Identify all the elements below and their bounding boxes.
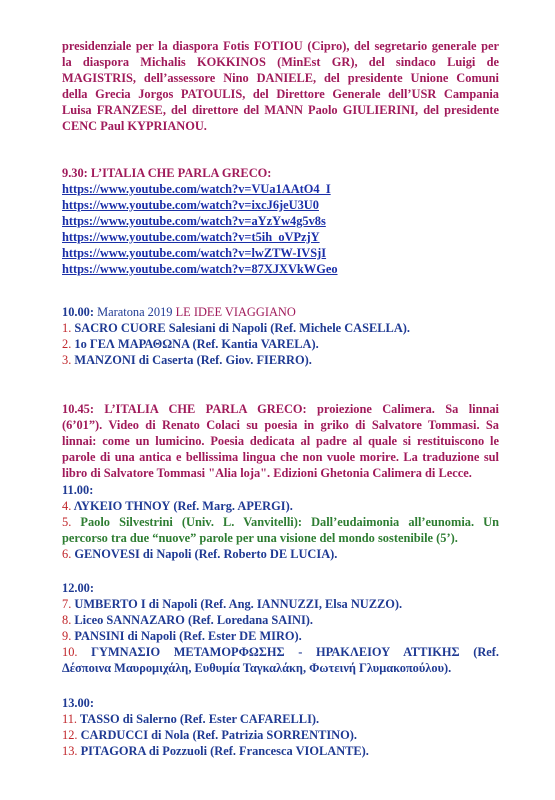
item-text: percorso tra due “nuove” parole per una visione del mondo sostenibile (5’). (62, 531, 458, 545)
item-line (62, 644, 499, 660)
section-time: 13.00: (62, 696, 95, 710)
list-item (62, 596, 499, 612)
item-number: 6. (62, 547, 72, 561)
item-number: 3. (62, 353, 72, 367)
section-heading: 9.30: L’ITALIA CHE PARLA GRECO: (62, 166, 272, 180)
intro-paragraph (62, 38, 499, 134)
section-time: 12.00: (62, 581, 95, 595)
section-time: 10.00: (62, 305, 95, 319)
item-number: 4. (62, 499, 72, 513)
list-item (62, 352, 499, 368)
event-name: Maratona 2019 (94, 305, 176, 319)
intro-line: della Grecia Jorgos PATOULIS, del Direttore Generale dell’USR Campania (62, 87, 499, 101)
youtube-link[interactable]: https://www.youtube.com/watch?v=87XJXVkWGeo (62, 262, 338, 276)
item-text: Paolo Silvestrini (Univ. L. Vanvitelli): Dall’eudaimonia all’eunomia. Un (71, 515, 499, 529)
list-item (62, 320, 499, 336)
item-number: 2. (62, 337, 72, 351)
section-time: 11.00: (62, 483, 94, 497)
section-1045 (62, 401, 499, 481)
intro-line: MAGISTRIS, dell’assessore Nino DANIELE, del presidente Unione Comuni (62, 71, 499, 85)
youtube-link[interactable]: https://www.youtube.com/watch?v=t5ih_oVPzjY (62, 230, 320, 244)
list-item (62, 644, 499, 676)
list-item (62, 612, 499, 628)
section-0930 (62, 165, 499, 277)
item-number: 5. (62, 515, 72, 529)
intro-line: Luisa FRANZESE, del direttore del MANN Paolo GIULIERINI, del presidente (62, 103, 499, 117)
item-line (62, 514, 499, 530)
item-text: 1o ΓΕΛ ΜΑΡΑΘΩΝΑ (Ref. Kantia VARELA). (71, 337, 319, 351)
item-text: SACRO CUORE Salesiani di Napoli (Ref. Michele CASELLA). (71, 321, 410, 335)
item-number: 10. (62, 645, 78, 659)
intro-line: CENC Paul KYPRIANOU. (62, 119, 207, 133)
item-number: 1. (62, 321, 72, 335)
paragraph-line: libro di Salvatore Tommasi "Alia loja". Edizioni Ghetonia Calimera di Lecce. (62, 466, 472, 480)
item-text: GENOVESI di Napoli (Ref. Roberto DE LUCIA). (71, 547, 338, 561)
paragraph-line: linnai: come un lumicino. Poesia dedicata al padre al quale si restituiscono le (62, 434, 499, 448)
section-1200 (62, 580, 499, 676)
list-item (62, 711, 499, 727)
item-number: 7. (62, 597, 72, 611)
item-number: 9. (62, 629, 72, 643)
list-item (62, 546, 499, 562)
list-item (62, 727, 499, 743)
item-number: 8. (62, 613, 72, 627)
event-title: LE IDEE VIAGGIANO (175, 305, 296, 319)
item-text: UMBERTO I di Napoli (Ref. Ang. IANNUZZI, Elsa NUZZO). (71, 597, 403, 611)
item-text: TASSO di Salerno (Ref. Ester CAFARELLI). (77, 712, 320, 726)
item-number: 12. (62, 728, 78, 742)
section-1000 (62, 304, 499, 368)
youtube-link[interactable]: https://www.youtube.com/watch?v=VUa1AAtO4_I (62, 182, 331, 196)
list-item (62, 514, 499, 546)
list-item (62, 743, 499, 759)
paragraph-line: 10.45: L’ITALIA CHE PARLA GRECO: proiezione Calimera. Sa linnai (62, 402, 499, 416)
list-item (62, 336, 499, 352)
item-text: Liceo SANNAZARO (Ref. Loredana SAINI). (71, 613, 314, 627)
item-text: PANSINI di Napoli (Ref. Ester DE MIRO). (71, 629, 302, 643)
item-number: 13. (62, 744, 78, 758)
intro-line: la diaspora Michalis KOKKINOS (MinEst GR), del sindaco Luigi de (62, 55, 499, 69)
youtube-link[interactable]: https://www.youtube.com/watch?v=aYzYw4g5v8s (62, 214, 326, 228)
item-text: CARDUCCI di Nola (Ref. Patrizia SORRENTINO). (77, 728, 357, 742)
item-text: MANZONI di Caserta (Ref. Giov. FIERRO). (71, 353, 312, 367)
item-text: Δέσποινα Μαυρομιχάλη, Ευθυμία Ταγκαλάκη, Φωτεινή Γλυμακοπούλου). (62, 661, 452, 675)
item-text: ΓΥΜΝΑΣΙΟ ΜΕΤΑΜΟΡΦΩΣΗΣ - ΗΡΑΚΛΕΙΟΥ ΑΤΤΙΚΗΣ (Ref. (77, 645, 499, 659)
paragraph-line: (6’01”). Video di Renato Colaci su poesia in griko di Salvatore Tommasi. Sa (62, 418, 499, 432)
youtube-link[interactable]: https://www.youtube.com/watch?v=lwZTW-IVSjI (62, 246, 327, 260)
youtube-link[interactable]: https://www.youtube.com/watch?v=ixcJ6jeU3U0 (62, 198, 319, 212)
section-time-line (62, 304, 499, 320)
paragraph-line: parole di una antica e bellissima lingua che non vuole morire. La traduzione sul (62, 450, 499, 464)
section-1100 (62, 482, 499, 562)
intro-line: presidenziale per la diaspora Fotis FOTIOU (Cipro), del segretario generale per (62, 39, 499, 53)
list-item (62, 498, 499, 514)
section-1300 (62, 695, 499, 759)
item-text: ΛΥΚΕΙΟ ΤΗΝΟΥ (Ref. Marg. APERGI). (71, 499, 293, 513)
item-number: 11. (62, 712, 78, 726)
list-item (62, 628, 499, 644)
item-text: PITAGORA di Pozzuoli (Ref. Francesca VIOLANTE). (77, 744, 369, 758)
